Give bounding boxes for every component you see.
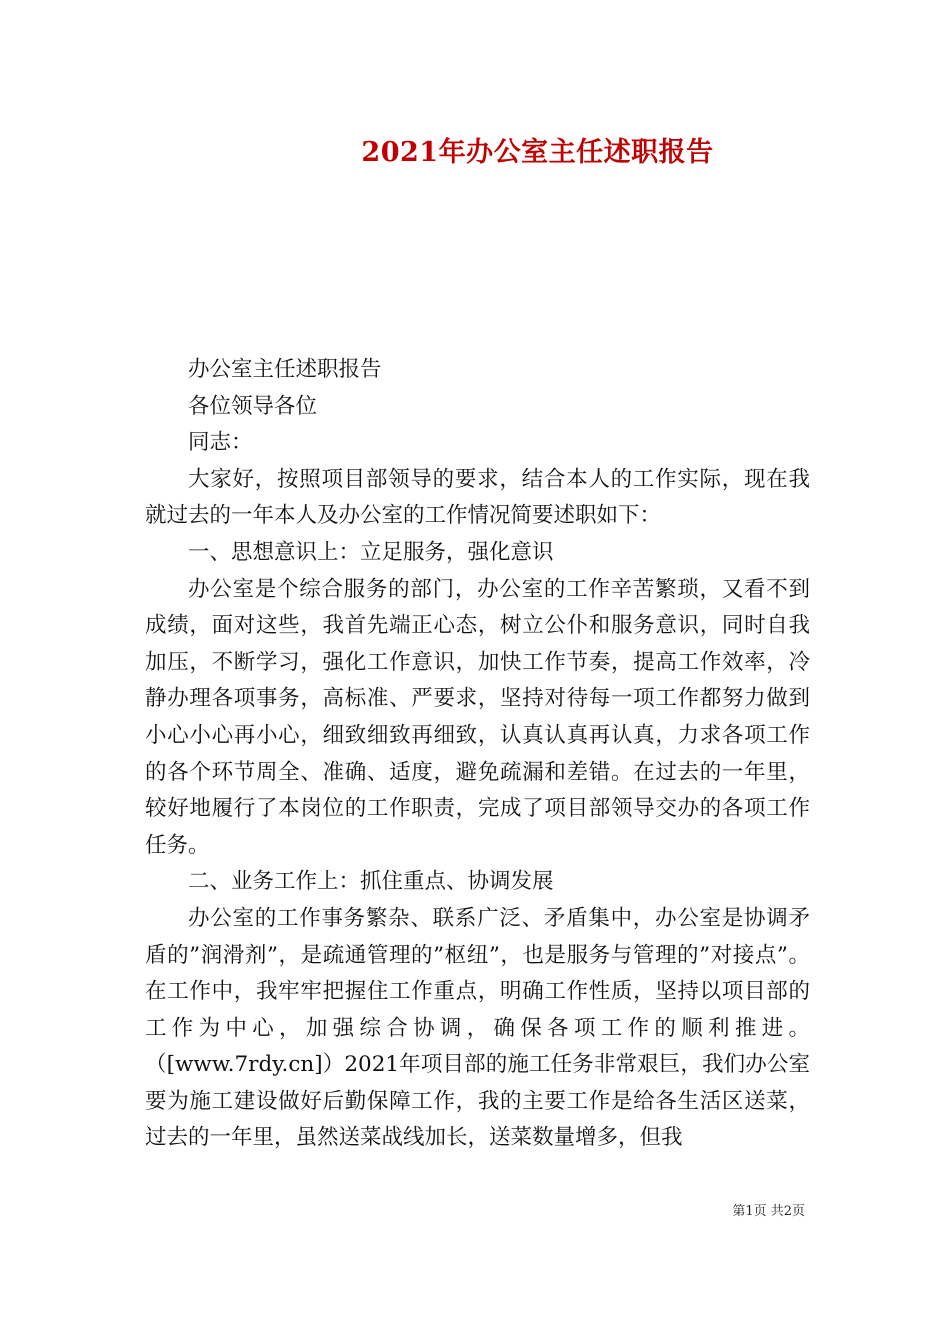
document-body [145,352,810,1157]
paragraph-heading: 办公室主任述职报告 [188,357,382,382]
paragraph-salutation: 各位领导各位 [188,393,318,419]
paragraph-section-2: 办公室的工作事务繁杂、联系广泛、矛盾集中，办公室是协调矛盾的”润滑剂”，是疏通管理的”枢纽”，也是服务与管理的”对接点”。在工作中，我牢牢把握住工作重点，明确工作性质，坚持以项目部的工作为中心，加强综合协调，确保各项工作的顺利推进。（[www.7rdy.cn]）2021年项目部的施工任务非常艰巨，我们办公室要为施工建设做好后勤保障工作，我的主要工作是给各生活区送菜，过去的一年里，虽然送菜战线加长，送菜数量增多，但我 [145,905,810,1151]
section-heading-1: 一、思想意识上：立足服务，强化意识 [188,539,554,565]
paragraph-section-1: 办公室是个综合服务的部门，办公室的工作辛苦繁琐，又看不到成绩，面对这些，我首先端正心态，树立公仆和服务意识，同时自我加压，不断学习，强化工作意识，加快工作节奏，提高工作效率，冷静办理各项事务，高标准、严要求，坚持对待每一项工作都努力做到小心小心再小心，细致细致再细致，认真认真再认真，力求各项工作的各个环节周全、准确、适度，避免疏漏和差错。在过去的一年里，较好地履行了本岗位的工作职责，完成了项目部领导交办的各项工作任务。 [145,576,810,858]
paragraph-salutation-cont: 同志： [188,430,253,456]
paragraph-intro: 大家好，按照项目部领导的要求，结合本人的工作实际，现在我就过去的一年本人及办公室的工作情况简要述职如下： [145,466,810,529]
page-number-footer: 第1页 共2页 [732,1204,805,1219]
document-title: 2021年办公室主任述职报告 [361,137,714,168]
section-heading-2: 二、业务工作上：抓住重点、协调发展 [188,869,554,895]
